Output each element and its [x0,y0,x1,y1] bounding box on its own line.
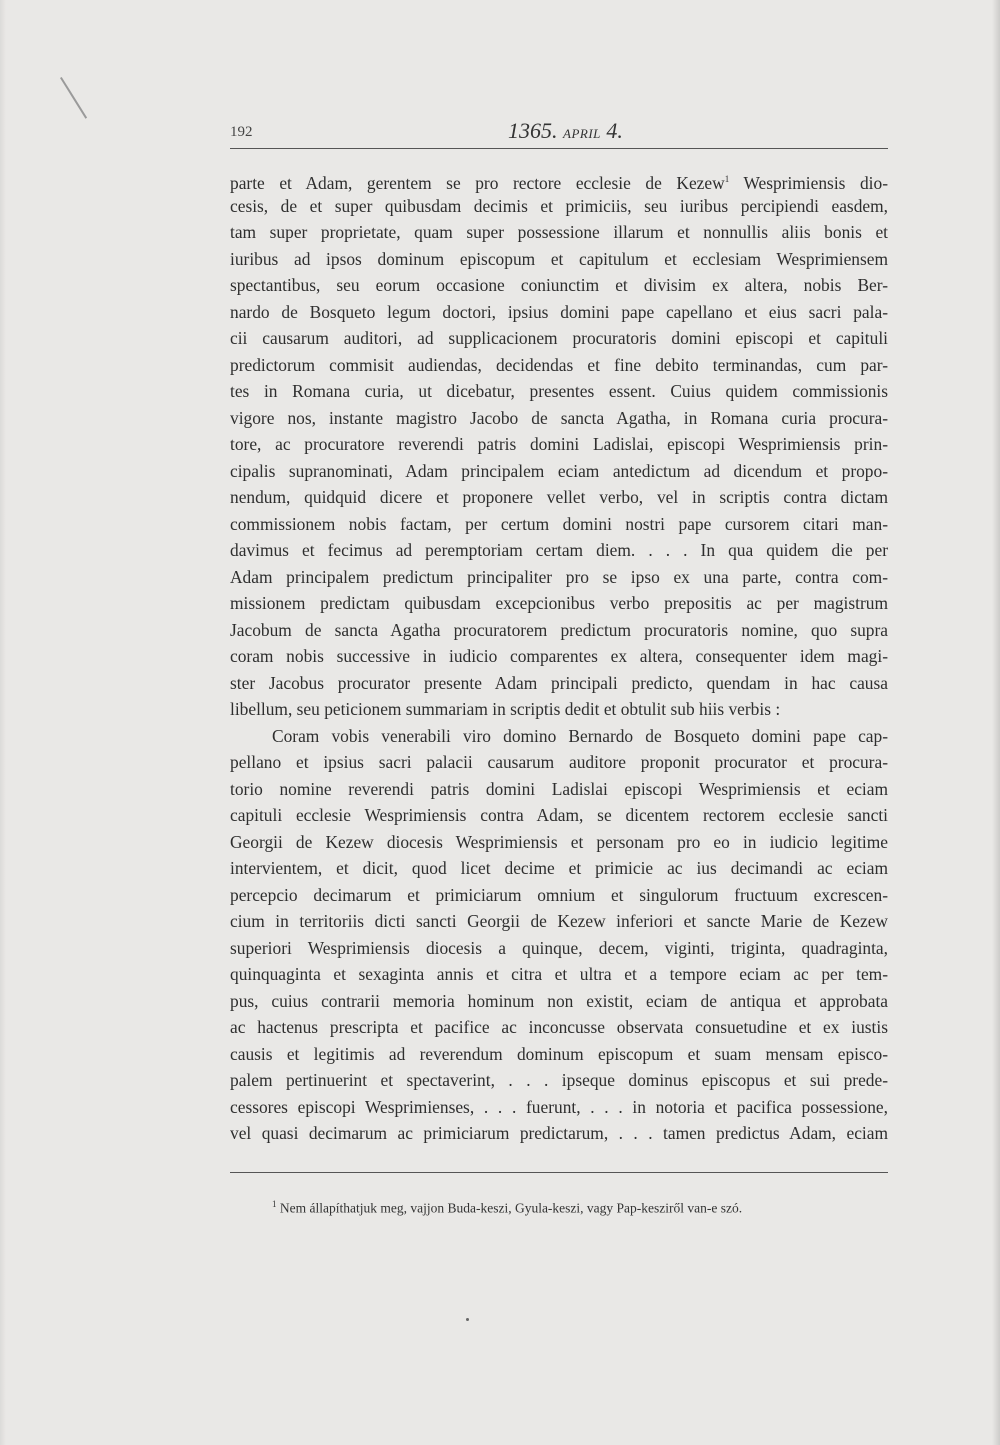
text-line: causis et legitimis ad reverendum dominum episcopum et suam mensam episco- [230,1043,888,1064]
text-line: pus, cuius contrarii memoria hominum non existit, eciam de antiqua et approbata [230,990,888,1011]
footnote-rule [230,1172,888,1173]
footnote-text: Nem állapíthatjuk meg, vajjon Buda-keszi, Gyula-keszi, vagy Pap-kesziről van-e szó. [279,1200,743,1216]
text-line: cii causarum auditori, ad supplicacionem procuratoris domini episcopi et capituli [230,328,888,348]
text-line: spectantibus, seu eorum occasione coniunctim et divisim ex altera, nobis Ber- [230,275,888,295]
text-line: commissionem nobis factam, per certum domini nostri pape cursorem citari man- [230,513,888,534]
text-line: tore, ac procuratore reverendi patris domini Ladislai, episcopi Wesprimiensis prin- [230,434,888,454]
text-line: ac hactenus prescripta et pacifice ac inconcusse observata consuetudine et ex iustis [230,1017,888,1037]
page-right-shadow [992,0,1000,1445]
text-line: parte et Adam, gerentem se pro rectore ecclesie de Kezew$^1$ Wesprimiensis dio- [230,172,889,193]
text-line: Adam principalem predictum principaliter pro se ipso ex una parte, contra com- [230,566,888,587]
header-rule [230,148,888,149]
running-title-month: APRIL [563,126,601,141]
text-line: intervientem, et dicit, quod licet decime et primicie ac ius decimandi ac eciam [230,858,888,878]
paper-speck [466,1318,469,1321]
text-line: ster Jacobus procurator presente Adam principali predicto, quendam in hac causa [230,672,888,693]
text-line: superiori Wesprimiensis diocesis a quinque, decem, viginti, triginta, quadraginta, [230,937,888,958]
page-number: 192 [230,124,253,140]
footnote [272,1199,742,1217]
text-line: iuribus ad ipsos dominum episcopum et capitulum et ecclesiam Wesprimiensem [230,248,888,269]
text-line: tam super proprietate, quam super possessione illarum et nonnullis aliis bonis et [230,222,888,242]
text-line: quinquaginta et sexaginta annis et citra et ultra et a tempore eciam ac per tem- [230,964,888,984]
footnote-ref: 1 [724,174,730,184]
text-line: nendum, quidquid dicere et proponere vellet verbo, vel in scriptis contra dictam [230,487,888,507]
text-line: vel quasi decimarum ac primiciarum predictarum, . . . tamen predictus Adam, eciam [230,1123,888,1143]
text-line: Jacobum de sancta Agatha procuratorem predictum procuratoris nomine, quo supra [230,619,888,640]
text-line: Georgii de Kezew diocesis Wesprimiensis et personam pro eo in iudicio legitime [230,831,888,852]
footnote-marker: 1 [272,1199,277,1209]
text-line: davimus et fecimus ad peremptoriam certam diem. . . . In qua quidem die per [230,540,888,560]
running-title-year: 1365. [508,118,558,143]
text-line: missionem predictam quibusdam excepcionibus verbo prepositis ac per magistrum [230,593,888,613]
running-title [508,118,623,144]
text-line: capituli ecclesie Wesprimiensis contra Adam, se dicentem rectorem ecclesie sancti [230,805,888,825]
text-line: torio nomine reverendi patris domini Ladislai episcopi Wesprimiensis et eciam [230,778,888,799]
text-line: cium in territoriis dicti sancti Georgii de Kezew inferiori et sancte Marie de Kezew [230,911,888,931]
pencil-mark [60,77,87,119]
text-line: pellano et ipsius sacri palacii causarum auditore proponit procurator et procura- [230,752,888,772]
body-text [230,166,888,1147]
text-line: cipalis supranominati, Adam principalem eciam antedictum ad dicendum et propo- [230,460,888,481]
text-line: predictorum commisit audiendas, decidendas et fine debito terminandas, cum par- [230,354,888,375]
text-line: percepcio decimarum et primiciarum omnium et singulorum fructuum excrescen- [230,884,888,905]
text-line: Coram vobis venerabili viro domino Bernardo de Bosqueto domini pape cap- [272,725,888,746]
text-line: vigore nos, instante magistro Jacobo de sancta Agatha, in Romana curia procura- [230,407,888,428]
text-line: coram nobis successive in iudicio comparentes ex altera, consequenter idem magi- [230,646,888,666]
text-line: cessores episcopi Wesprimienses, . . . fuerunt, . . . in notoria et pacifica possessione, [230,1096,888,1117]
text-line: cesis, de et super quibusdam decimis et primiciis, seu iuribus percipiendi easdem, [230,195,888,216]
page-left-shadow [0,0,6,1445]
page-header [230,118,888,148]
text-line: tes in Romana curia, ut dicebatur, presentes essent. Cuius quidem commissionis [230,381,888,401]
running-title-day: 4. [606,118,623,143]
text-line: palem pertinuerint et spectaverint, . . . ipseque dominus episcopus et sui prede- [230,1070,888,1090]
text-line: libellum, seu peticionem summariam in scriptis dedit et obtulit sub hiis verbis : [230,699,781,719]
text-line: nardo de Bosqueto legum doctori, ipsius domini pape capellano et eius sacri pala- [230,301,888,322]
